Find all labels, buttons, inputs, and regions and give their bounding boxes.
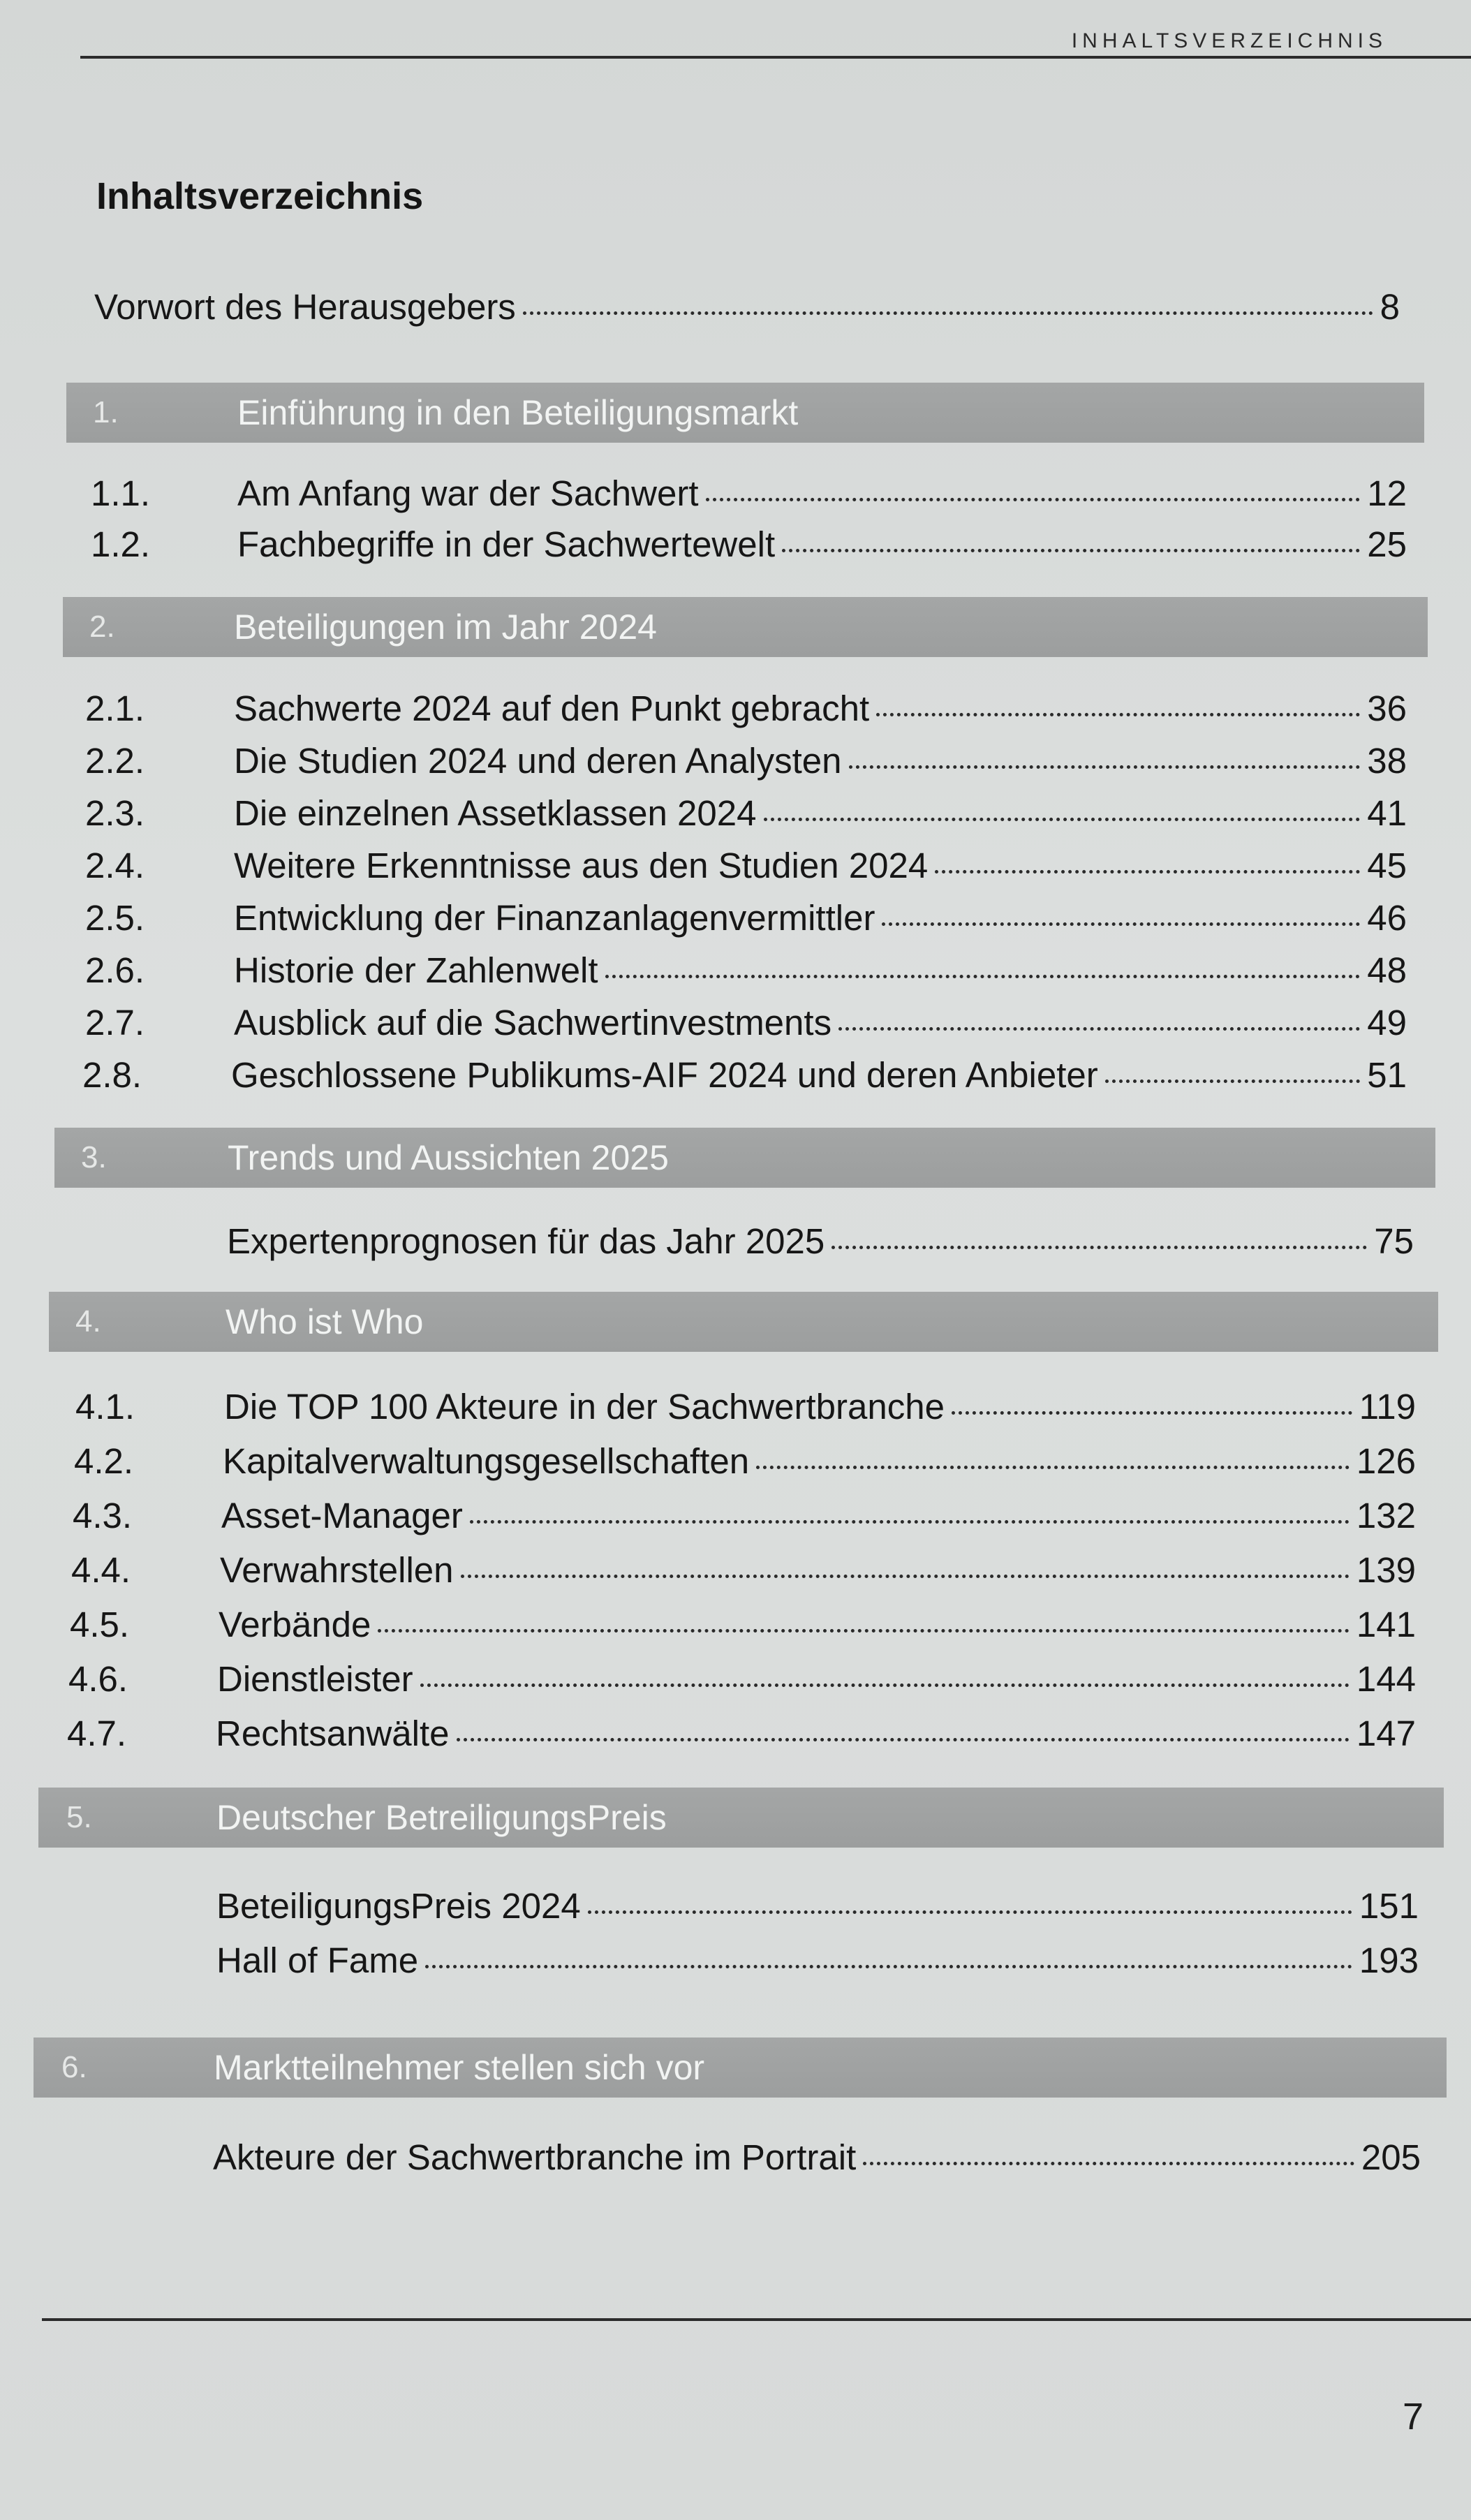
toc-entry-page: 205 (1361, 2137, 1421, 2177)
toc-entry-4-5[interactable] (70, 1600, 1416, 1649)
header-rule (80, 56, 1471, 59)
leader-dots (1105, 1080, 1361, 1083)
toc-entry-label: Weitere Erkenntnisse aus den Studien 2024 (234, 846, 929, 885)
toc-entry-label: Dienstleister (217, 1659, 413, 1699)
toc-entry-page: 144 (1356, 1659, 1416, 1699)
toc-entry-label: Rechtsanwälte (216, 1714, 450, 1753)
toc-entry-page: 36 (1367, 688, 1407, 728)
section-band-6 (34, 2038, 1447, 2098)
toc-entry-5-2[interactable] (216, 1936, 1419, 1985)
toc-entry-2-7[interactable] (85, 999, 1407, 1047)
leader-dots (588, 1910, 1352, 1914)
toc-entry-label: Hall of Fame (216, 1940, 419, 1980)
toc-entry-page: 51 (1367, 1055, 1407, 1095)
section-title: Einführung in den Beteiligungsmarkt (237, 393, 799, 432)
footer-rule (42, 2318, 1471, 2321)
section-title: Marktteilnehmer stellen sich vor (214, 2048, 705, 2087)
section-band-3 (54, 1128, 1435, 1188)
toc-entry-page: 193 (1359, 1940, 1419, 1980)
toc-entry-number: 4.1. (75, 1387, 135, 1427)
section-number: 1. (93, 395, 119, 429)
toc-entry-page: 75 (1374, 1221, 1414, 1261)
toc-entry-label: Fachbegriffe in der Sachwertewelt (237, 524, 776, 564)
toc-entry-2-3[interactable] (85, 789, 1407, 838)
leader-dots (457, 1738, 1350, 1741)
section-title: Deutscher BetreiligungsPreis (216, 1798, 667, 1837)
toc-entry-1-2[interactable] (91, 520, 1407, 569)
leader-dots (831, 1246, 1367, 1249)
toc-entry-page: 49 (1367, 1003, 1407, 1042)
toc-entry-label: Asset-Manager (221, 1496, 463, 1535)
toc-entry-number: 4.4. (71, 1550, 131, 1590)
toc-entry-4-3[interactable] (73, 1491, 1416, 1540)
leader-dots (882, 922, 1360, 926)
toc-entry-label: Vorwort des Herausgebers (94, 287, 516, 327)
section-number: 6. (61, 2050, 87, 2084)
toc-entry-number: 2.6. (85, 950, 145, 990)
leader-dots (935, 870, 1360, 874)
toc-entry-2-2[interactable] (85, 737, 1407, 786)
leader-dots (470, 1520, 1350, 1524)
toc-entry-4-4[interactable] (71, 1546, 1416, 1595)
toc-entry-number: 2.4. (85, 846, 145, 885)
toc-entry-number: 4.2. (74, 1441, 134, 1481)
toc-entry-page: 12 (1367, 473, 1407, 513)
leader-dots (461, 1575, 1350, 1578)
leader-dots (849, 765, 1361, 769)
toc-entry-page: 41 (1367, 793, 1407, 833)
toc-entry-label: Kapitalverwaltungsgesellschaften (223, 1441, 750, 1481)
toc-entry-number: 2.2. (85, 741, 145, 781)
toc-entry-number: 2.1. (85, 688, 145, 728)
leader-dots (863, 2162, 1354, 2165)
toc-entry-4-2[interactable] (74, 1437, 1416, 1486)
toc-entry-page: 126 (1356, 1441, 1416, 1481)
section-title: Who ist Who (226, 1302, 424, 1341)
toc-entry-label: Expertenprognosen für das Jahr 2025 (227, 1221, 825, 1261)
toc-entry-page: 48 (1367, 950, 1407, 990)
leader-dots (764, 818, 1361, 821)
toc-entry-page: 139 (1356, 1550, 1416, 1590)
leader-dots (952, 1411, 1352, 1415)
toc-entry-number: 4.3. (73, 1496, 133, 1535)
toc-entry-3[interactable] (227, 1217, 1414, 1266)
section-number: 3. (81, 1140, 107, 1174)
toc-title: Inhaltsverzeichnis (96, 175, 424, 217)
toc-entry-4-6[interactable] (68, 1655, 1416, 1704)
section-title: Trends und Aussichten 2025 (228, 1138, 669, 1177)
section-number: 5. (66, 1800, 92, 1834)
toc-entry-page: 25 (1367, 524, 1407, 564)
section-band-4 (49, 1292, 1438, 1352)
toc-entry-number: 1.1. (91, 473, 151, 513)
toc-entry-2-8[interactable] (82, 1051, 1407, 1100)
leader-dots (523, 311, 1373, 315)
leader-dots (420, 1683, 1350, 1687)
toc-entry-5-1[interactable] (216, 1882, 1419, 1931)
toc-entry-page: 132 (1356, 1496, 1416, 1535)
toc-entry-number: 4.5. (70, 1605, 130, 1644)
toc-entry-page: 147 (1356, 1714, 1416, 1753)
toc-entry-number: 2.3. (85, 793, 145, 833)
toc-entry-2-4[interactable] (85, 841, 1407, 890)
toc-entry-page: 119 (1359, 1387, 1416, 1427)
toc-entry-label: BeteiligungsPreis 2024 (216, 1886, 581, 1926)
section-number: 2. (89, 610, 115, 644)
toc-entry-label: Verbände (219, 1605, 371, 1644)
section-band-2 (63, 597, 1428, 657)
leader-dots (425, 1965, 1352, 1968)
toc-entry-label: Die TOP 100 Akteure in der Sachwertbranche (224, 1387, 945, 1427)
leader-dots (605, 975, 1361, 978)
leader-dots (782, 549, 1360, 552)
leader-dots (876, 713, 1360, 716)
toc-entry-2-5[interactable] (85, 894, 1407, 943)
toc-entry-page: 8 (1380, 287, 1400, 327)
toc-entry-label: Sachwerte 2024 auf den Punkt gebracht (234, 688, 870, 728)
toc-entry-label: Ausblick auf die Sachwertinvestments (234, 1003, 832, 1042)
toc-entry-number: 2.7. (85, 1003, 145, 1042)
section-title: Beteiligungen im Jahr 2024 (234, 607, 657, 647)
leader-dots (838, 1027, 1360, 1031)
leader-dots (756, 1466, 1350, 1469)
toc-entry-6[interactable] (213, 2133, 1421, 2182)
page-number: 7 (1402, 2396, 1424, 2438)
toc-entry-label: Entwicklung der Finanzanlagenvermittler (234, 898, 875, 938)
toc-entry-number: 1.2. (91, 524, 151, 564)
toc-entry-4-7[interactable] (67, 1709, 1416, 1758)
toc-entry-label: Geschlossene Publikums-AIF 2024 und deren Anbieter (231, 1055, 1098, 1095)
toc-entry-label: Die Studien 2024 und deren Analysten (234, 741, 842, 781)
toc-entry-1-1[interactable] (91, 469, 1407, 518)
toc-entry-foreword[interactable] (94, 283, 1400, 332)
toc-entry-number: 4.7. (67, 1714, 127, 1753)
toc-entry-page: 151 (1359, 1886, 1419, 1926)
toc-entry-page: 45 (1367, 846, 1407, 885)
toc-entry-number: 2.5. (85, 898, 145, 938)
toc-entry-label: Am Anfang war der Sachwert (237, 473, 699, 513)
leader-dots (706, 498, 1361, 501)
toc-entry-page: 46 (1367, 898, 1407, 938)
toc-entry-number: 4.6. (68, 1659, 128, 1699)
section-band-5 (38, 1788, 1444, 1848)
toc-entry-2-6[interactable] (85, 946, 1407, 995)
toc-entry-page: 38 (1367, 741, 1407, 781)
section-number: 4. (75, 1304, 101, 1339)
toc-entry-page: 141 (1356, 1605, 1416, 1644)
toc-entry-label: Historie der Zahlenwelt (234, 950, 598, 990)
toc-entry-label: Akteure der Sachwertbranche im Portrait (213, 2137, 857, 2177)
running-head: INHALTSVERZEICHNIS (1071, 29, 1387, 52)
leader-dots (378, 1629, 1350, 1633)
toc-entry-2-1[interactable] (85, 684, 1407, 733)
toc-entry-number: 2.8. (82, 1055, 142, 1095)
toc-entry-label: Die einzelnen Assetklassen 2024 (234, 793, 757, 833)
section-band-1 (66, 383, 1424, 443)
toc-entry-label: Verwahrstellen (220, 1550, 454, 1590)
toc-entry-4-1[interactable] (75, 1383, 1416, 1431)
